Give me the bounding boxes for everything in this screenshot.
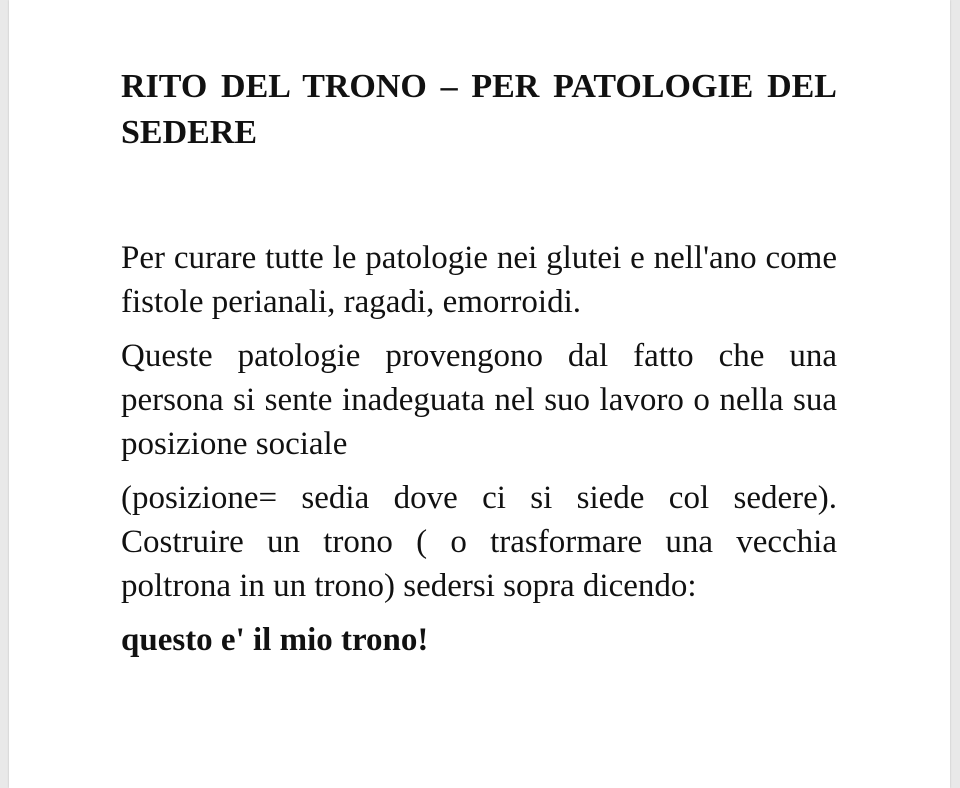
- paragraph-instructions: (posizione= sedia dove ci si siede col sedere). Costruire un trono ( o trasformare una vecchia poltrona in un trono) sedersi sopra dicendo:: [121, 480, 837, 604]
- document-title: RITO DEL TRONO – PER PATOLOGIE DEL SEDERE: [121, 68, 837, 151]
- paragraph-intro: Per curare tutte le patologie nei glutei e nell'ano come fistole perianali, ragadi, emorroidi.: [121, 240, 837, 320]
- paragraph-cause: Queste patologie provengono dal fatto che una persona si sente inadeguata nel suo lavoro o nella sua posizione sociale: [121, 338, 837, 462]
- document-page: [9, 0, 950, 788]
- document-body: [121, 64, 837, 662]
- paragraph-affirmation: questo e' il mio trono!: [121, 622, 429, 658]
